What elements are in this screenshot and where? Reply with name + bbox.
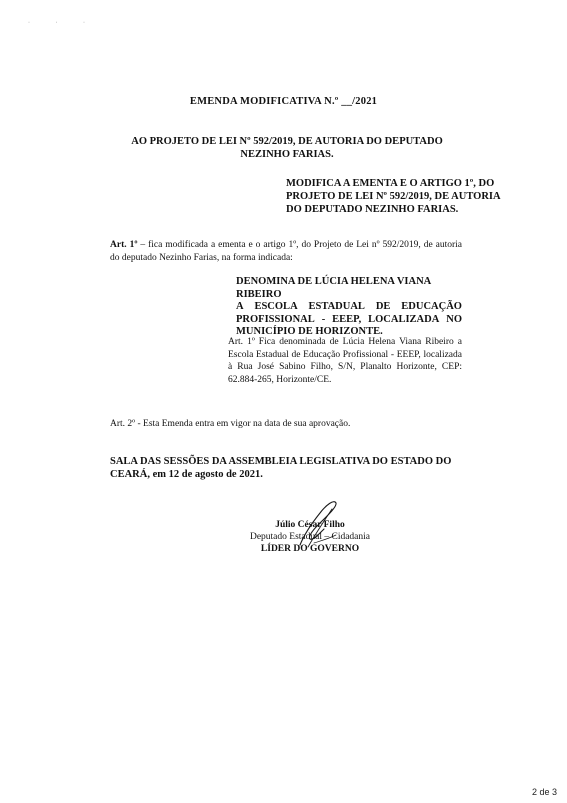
amendment-title: EMENDA MODIFICATIVA N.º __/2021 [189,96,378,107]
scan-specks: · · · [28,20,97,26]
new-article-1: Art. 1º Fica denominada de Lúcia Helena Viana Ribeiro a Escola Estadual de Educação Profissional - EEEP, localizada à Rua José Sabino Filho, S/N, Planalto Horizonte, CEP: 62.884-265, Horizonte/CE. [228,337,462,385]
word: EEEP, [332,313,362,325]
amendment-summary-line: PROJETO DE LEI Nº 592/2019, DE AUTORIA [286,191,501,202]
new-ementa-line: MUNICÍPIO DE HORIZONTE. [236,326,383,337]
article-1-paragraph [110,239,462,264]
page-number: 2 de 3 [531,787,557,797]
word: - [321,313,326,325]
amendment-summary-line: DO DEPUTADO NEZINHO FARIAS. [286,204,459,215]
session-closing: SALA DAS SESSÕES DA ASSEMBLEIA LEGISLATIVA DO ESTADO DO CEARÁ, em 12 de agosto de 2021. [110,456,452,480]
signature-block [230,519,390,555]
article-2-paragraph: Art. 2º - Esta Emenda entra em vigor na data de sua aprovação. [110,419,351,429]
signatory-role: Deputado Estadual – Cidadania [249,532,371,542]
article-1-text: – fica modificada a ementa e o artigo 1º, do Projeto de Lei nº 592/2019, de autoria do deputado Nezinho Farias, na forma indicada: [110,240,462,263]
signatory-title: LÍDER DO GOVERNO [260,544,360,554]
new-ementa-line: DENOMINA DE LÚCIA HELENA VIANA RIBEIRO [236,276,431,300]
article-1-label: Art. 1º [110,240,138,250]
signatory-name: Júlio César Filho [275,520,345,530]
word: LOCALIZADA [368,313,440,325]
word: EDUCAÇÃO [401,301,462,312]
bill-reference: AO PROJETO DE LEI Nº 592/2019, DE AUTORIA DO DEPUTADO NEZINHO FARIAS. [131,136,443,160]
word: ESCOLA [254,301,298,312]
amendment-summary [286,177,501,216]
new-ementa-line [236,301,462,314]
new-ementa [236,276,462,339]
word: A [236,301,244,312]
word: PROFISSIONAL [236,313,315,325]
word: NO [446,313,462,325]
word: DE [375,301,391,312]
word: ESTADUAL [308,301,365,312]
amendment-summary-line: MODIFICA A EMENTA E O ARTIGO 1º, DO [286,178,495,189]
new-ementa-line [236,314,462,327]
